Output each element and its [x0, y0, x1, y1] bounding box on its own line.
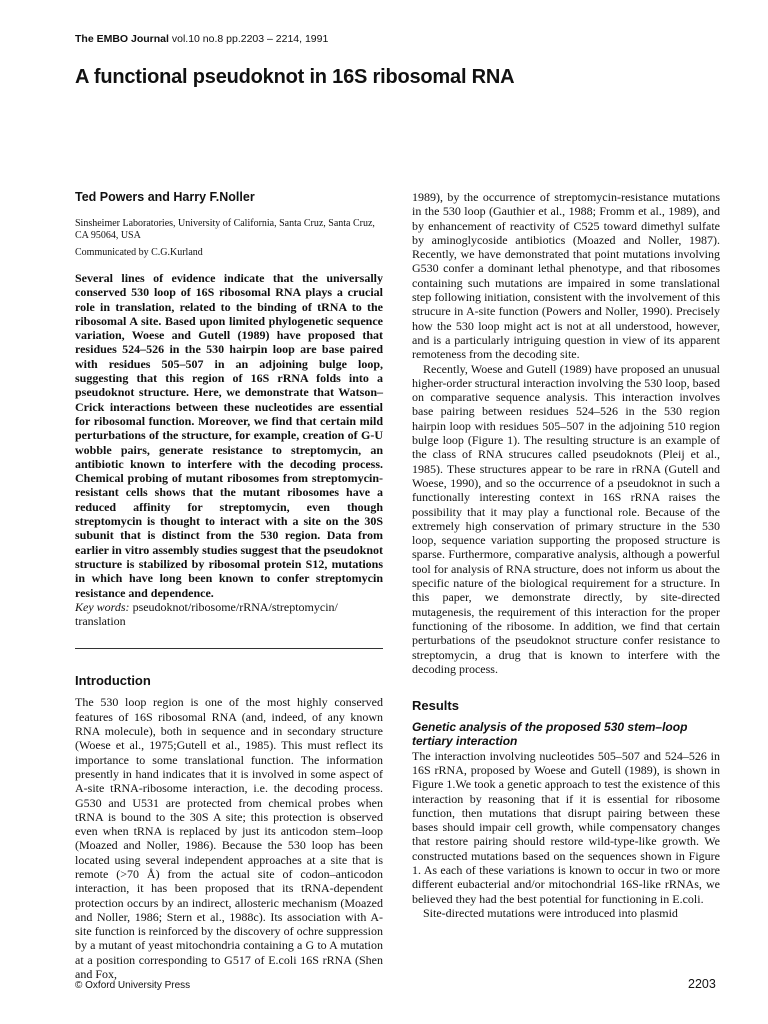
keywords: [75, 600, 383, 629]
journal-citation: vol.10 no.8 pp.2203 – 2214, 1991: [171, 33, 329, 45]
affiliation: Sinsheimer Laboratories, University of California, Santa Cruz, Santa Cruz, CA 95064, USA: [75, 218, 375, 241]
right-column: [412, 190, 720, 920]
publisher-footer: © Oxford University Press: [75, 980, 191, 991]
page-number: 2203: [688, 977, 716, 991]
results-subheading: Genetic analysis of the proposed 530 stem–loop tertiary interaction: [412, 720, 688, 749]
section-divider: [75, 648, 383, 649]
keywords-text: pseudoknot/ribosome/rRNA/streptomycin/ translation: [75, 599, 338, 629]
left-column: [75, 190, 383, 981]
results-paragraph-2: Site-directed mutations were introduced into plasmid: [423, 905, 678, 920]
introduction-heading: Introduction: [75, 673, 151, 689]
journal-name: The EMBO Journal: [75, 33, 169, 45]
body-paragraph-1: 1989), by the occurrence of streptomycin-resistance mutations in the 530 loop (Gauthier et al., 1988; Fromm et al., 1989), and by enhancement of reactivity of C525 toward dimethyl sulfate by aminoglycoside antibiotics (Moazed and Noller, 1987). Recently, we have demonstrated that point mutations involving G530 confer a dominant lethal phenotype, and that ribosomes containing such mutations are impaired in some translational step following initiation, consistent with the involvement of this strucure in A-site function (Powers and Noller, 1990). Precisely how the 530 loop might act is not at all understood, however, and is a particularly intriguing question in view of its apparent remoteness from the decoding site.: [412, 190, 720, 362]
abstract: Several lines of evidence indicate that the universally conserved 530 loop of 16S ribosomal RNA plays a crucial role in translation, related to the binding of tRNA to the ribosomal A site. Based upon limited phylogenetic sequence variation, Woese and Gutell (1989) have proposed that residues 524–526 in the 530 hairpin loop are base paired with residues 505–507 in an adjoining bulge loop, suggesting that this region of 16S rRNA folds into a pseudoknot structure. Here, we demonstrate that Watson–Crick interactions between these nucleotides are essential for ribosomal function. Moreover, we find that certain mild perturbations of the structure, for example, creation of G-U wobble pairs, generate resistance to streptomycin, an antibiotic known to interfere with the decoding process. Chemical probing of mutant ribosomes from streptomycin-resistant cells shows that the mutant ribosomes have a reduced affinity for streptomycin, even though streptomycin is thought to interact with a site on the 30S subunit that is distinct from the 530 region. Data from earlier in vitro assembly studies suggest that the pseudoknot structure is stabilized by ribosomal protein S12, mutations in which have long been known to confer streptomycin resistance and dependence.: [75, 271, 383, 600]
keywords-label: Key words:: [75, 599, 130, 614]
article-title: A functional pseudoknot in 16S ribosomal RNA: [75, 66, 515, 88]
introduction-paragraph: The 530 loop region is one of the most highly conserved features of 16S ribosomal RNA (and, indeed, of any known RNA molecule), both in sequence and in secondary structure (Woese et al., 1975;Gutell et al., 1985). This must reflect its importance to some translational function. The information presently in hand indicates that it is involved in some aspect of A-site tRNA-ribosome interaction, i.e. the decoding process. G530 and U531 are protected from chemical probes when tRNA is bound to the 30S A site; this protection is observed even when tRNA is replaced by just its anticodon stem–loop (Moazed and Noller, 1986). Because the 530 loop has been located using several independent approaches at a site that is remote (>70 Å) from the actual site of codon–anticodon interaction, it has been proposed that its tRNA-dependent protection occurs by an indirect, allosteric mechanism (Moazed and Noller, 1986; Stern et al., 1988c). Its association with A-site function is reinforced by the discovery of ochre suppression by a mutant of yeast mitochondria containing a G to A mutation at a position corresponding to G517 of E.coli 16S rRNA (Shen and Fox,: [75, 695, 383, 982]
authors: Ted Powers and Harry F.Noller: [75, 190, 255, 204]
communicated-by: Communicated by C.G.Kurland: [75, 247, 203, 258]
journal-header: [75, 33, 328, 45]
results-paragraph-1: The interaction involving nucleotides 505–507 and 524–526 in 16S rRNA, proposed by Woese and Gutell (1989), is shown in Figure 1.We took a genetic approach to test the existence of this interaction by reasoning that if it is essential for ribosome function, then mutations that disrupt pairing between these bases should impair cell growth, while compensatory changes that restore pairing should restore wild-type-like growth. We constructed mutations based on the sequences shown in Figure 1. As each of these variations is known to occur in two or more different eubacterial and/or mitochondrial 16S-like rRNAs, we believed they had the best potential for functioning in E.coli.: [412, 748, 720, 906]
results-heading: Results: [412, 698, 459, 714]
body-paragraph-2: Recently, Woese and Gutell (1989) have proposed an unusual higher-order structural interaction involving the 530 loop, based on comparative sequence analysis. This interaction involves base pairing between residues 524–526 in the 530 region hairpin loop with residues 505–507 in the adjoining 510 region bulge loop (Figure 1). The resulting structure is an example of the class of RNA strucures called pseudoknots (Pleij et al., 1985). These structures appear to be rare in rRNA (Gutell and Woese, 1990), and so the occurrence of a pseudoknot in such a functionally interesting context in 16S rRNA raises the possibility that it may play a functional role. Because of the extremely high conservation of primary structure in the 530 loop, sequence variation supporting the proposed structure is sparse. Furthermore, comparative analysis, although a powerful tool for analysis of RNA structure, does not inform us about the specific nature of the biological requirement for a structure. In this paper, we demonstrate directly, by site-directed mutagenesis, the requirement of this interaction for the proper functioning of the ribosome. In addition, we find that certain perturbations of the pseudoknot structure confer resistance to streptomycin, a drug that is known to interfere with the decoding process.: [412, 361, 720, 676]
